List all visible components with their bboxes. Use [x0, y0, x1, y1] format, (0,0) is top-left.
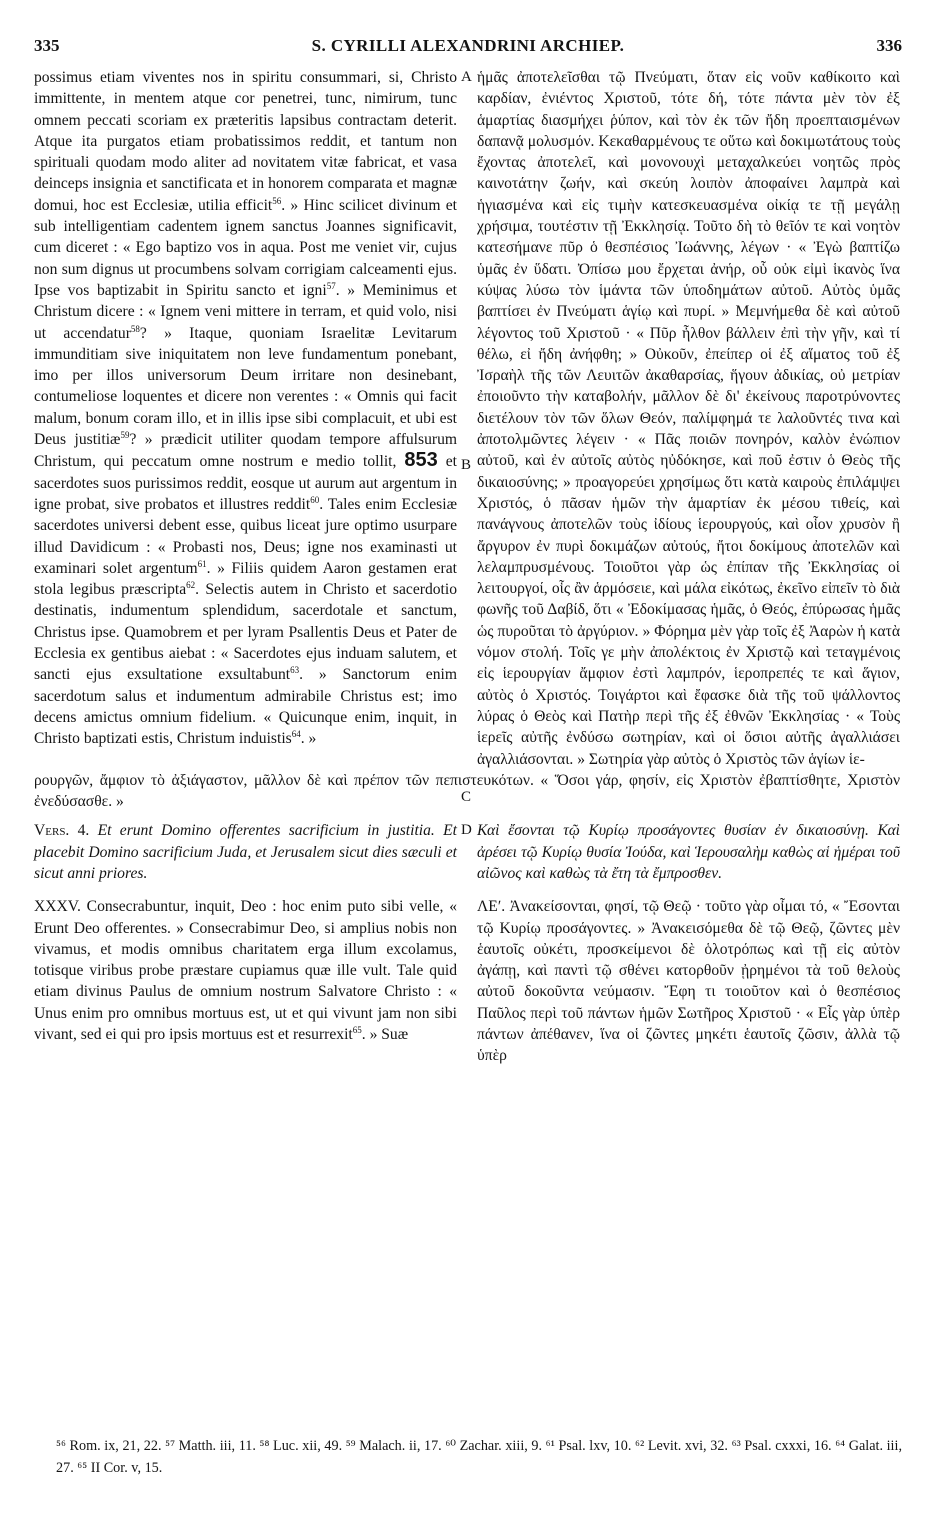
- section-lower: [34, 896, 900, 1066]
- margin-letter-b: B: [461, 457, 472, 473]
- latin-paragraph-1: possimus etiam viventes nos in spiritu consummari, si, Christo immittente, in mentem atque cor penetrei, tunc, nimirum, tunc omnem peccati scoriam ex præteritis lapsibus contractam deterit. Atque ita purgatos etiam probatissimos reddit, et tantum non spirituali quodam modo aliter ad novitatem vitæ fabricat, et vasa deinceps insignia et sanctificata et in honorem comparata et magnæ domui, hoc est Ecclesiæ, utilia efficit$^{56}$. » Hinc scilicet divinum et sub intelligentiam cadentem ignem sanctus Joannes significavit, cum diceret : « Ego baptizo vos in aqua. Post me veniet vir, cujus non sum dignus ut procumbens solvam corrigiam calceamenti ejus. Ipse vos baptizabit in Spiritu sancto et igni$^{57}$. » Meminimus et Christum dicere : « Ignem veni mittere in terram, et quid volo, nisi ut accendatur$^{58}$? » Itaque, quoniam Israelitæ Levitarum immunditiam sive iniquitatem non leve fundamentum ponebant, imo per illos universorum Deum irritare non desinebant, contumeliose loquentes et dicere non verentes : « Omnis qui facit malum, bonum coram illo, et in illis ipse sibi complacuit, et ubi est Deus justitiæ$^{59}$? » prædicit utiliter quodam tempore affulsurum Christum, qui peccatum omne nostrum e medio tollit, 853 et sacerdotes suos purissimos reddit, eosque ut aurum aut argentum in igne probat, sive probatos et illustres reddit$^{60}$. Tales enim Ecclesiæ sacerdotes universi debent esse, quibus liceat jure optimo usurpare illud Davidicum : « Probasti nos, Deus; igne nos examinasti ut examinari solet argentum$^{61}$. » Filiis quidem Aaron gestamen erat stola legibus præscripta$^{62}$. Selectis autem in Christo et sacerdotio destinatis, indumentum splendidum, sacerdotale et sanctum, Christus ipse. Quamobrem et per lyram Psallentis Deus et Pater de Ecclesia ex gentibus aiebat : « Sacerdotes ejus induam salutem, et sancti ejus exsultatione exsultabunt$^{63}$. » Sanctorum enim sacerdotum salus et indumentum admirabile Christus est; imo decens amictus omnium fidelium. « Quicunque enim, inquit, in Christo baptizati estis, Christum induistis$^{64}$. »: [34, 69, 458, 748]
- verse-latin: [34, 820, 457, 884]
- greek-paragraph-2: ΛΕʹ. Ἀνακείσονται, φησί, τῷ Θεῷ · τοῦτο γὰρ οἶμαι τό, « Ἔσονται τῷ Κυρίῳ προσάγοντες. » Ἀνακεισόμεθα δὲ τῷ Θεῷ, ζῶντες μὲν ἑαυτοῖς οὐκέτι, προσκείμενοι δὲ ὁλοτρόπως καὶ τῇ εἰς αὐτὸν ἀγάπῃ, καὶ παντὶ τῷ σθένει κατορθοῦν ᾐρημένοι τὰ τοῦ θελοὺς αὐτοῦ δοκοῦντα νεύμασιν. Ἔφη τι τοιοῦτον καὶ ὁ θεσπέσιος Παῦλος περὶ τοῦ πάντων ἡμῶν Σωτῆρος Χριστοῦ · « Εἷς γὰρ ὑπὲρ πάντων ἀπέθανεν, ἵνα οἱ ζῶντες μηκέτι ἑαυτοῖς ζῶσιν, ἀλλὰ τῷ ὑπὲρ: [477, 898, 900, 1065]
- verse-latin-text: Et erunt Domino offerentes sacrificium in justitia. Et placebit Domino sacrificium Juda, et Jerusalem sicut dies sæculi et sicut anni priores.: [34, 822, 457, 882]
- page-header: [34, 36, 902, 62]
- latin-column: [34, 67, 457, 750]
- margin-letter-a: A: [461, 69, 472, 85]
- page-number-left: 335: [34, 36, 60, 55]
- page-number-right: 336: [876, 36, 902, 55]
- section-verse: [34, 820, 900, 884]
- footnotes: ⁵⁶ Rom. ix, 21, 22. ⁵⁷ Matth. iii, 11. ⁵⁸ Luc. xii, 49. ⁵⁹ Malach. ii, 17. ⁶⁰ Zachar. xiii, 9. ⁶¹ Psal. lxv, 10. ⁶² Levit. xvi, 32. ⁶³ Psal. cxxxi, 16. ⁶⁴ Galat. iii, 27. ⁶⁵ II Cor. v, 15.: [56, 1438, 902, 1476]
- greek-spanning-line: ρουργῶν, ἄμφιον τὸ ἀξιάγαστον, μᾶλλον δὲ καὶ πρέπον τῶν πεπιστευκότων. « Ὅσοι γάρ, φησίν, εἰς Χριστὸν ἐβαπτίσθητε, Χριστὸν ἐνεδύσασθε. »: [34, 771, 900, 811]
- column-number: 853: [404, 449, 438, 472]
- latin-paragraph-2: XXXV. Consecrabuntur, inquit, Deo : hoc enim puto sibi velle, « Erunt Deo offerentes. » Consecrabimur Deo, si amplius nobis non vivamus, et modis omnibus charitatem erga illum excolamus, totisque viribus probe præstare cupiamus quæ ille vult. Tale quid etiam divinus Paulus de omnium nostrum Salvatore Christo : « Unus enim pro omnibus mortuus est, ut et qui vivunt jam non sibi vivant, sed ei qui pro ipsis mortuus est et resurrexit$^{65}$. » Suæ: [34, 898, 457, 1044]
- verse-greek: [477, 820, 900, 884]
- page-body: [34, 67, 900, 1067]
- verse-label: Vers. 4.: [34, 822, 90, 840]
- greek-paragraph-1: ἡμᾶς ἀποτελεῖσθαι τῷ Πνεύματι, ὅταν εἰς νοῦν καθίκοιτο καὶ καρδίαν, ἐνιέντος Χριστοῦ, τότε δή, τότε πάντα μὲν τὸν ἐξ ἁμαρτίας διασμήχει ῥύπον, καὶ τὸν ἐκ τῶν ἤδη προεπταισμένων δαπανᾷ μολυσμόν. Κεκαθαρμένους τε οὕτω καὶ δοκιμωτάτους τοὺς ἔχοντας ἀποτελεῖ, καὶ μονονουχὶ μεταχαλκεύει νοητῶς πρὸς καινοτάτην ζωήν, καὶ σκεύη λοιπὸν ἀποφαίνει λαμπρὰ καὶ ἡγιασμένα καὶ εἰς τιμὴν κατεσκευασμένα οἰκίᾳ τε τῇ μεγάλῃ χρήσιμα, τουτέστιν τῇ Ἐκκλησίᾳ. Τοῦτο δὴ τὸ θεῖόν τε καὶ νοητὸν κατεσήμανε πῦρ ὁ θεσπέσιος Ἰωάννης, λέγων · « Ἐγὼ βαπτίζω ὑμᾶς ἐν ὕδατι. Ὀπίσω μου ἔρχεται ἀνήρ, οὗ οὐκ εἰμὶ ἱκανὸς ἵνα κύψας λύσω τὸν ἱμάντα τῶν ὑποδημάτων αὐτοῦ. Αὐτὸς ὑμᾶς βαπτίσει ἐν Πνεύματι ἁγίῳ καὶ πυρί. » Μεμνήμεθα δὲ καὶ αὐτοῦ λέγοντος τοῦ Χριστοῦ · « Πῦρ ἦλθον βάλλειν ἐπὶ τὴν γῆν, καὶ τί θέλω, εἰ ἤδη ἀνήφθη; » Οὐκοῦν, ἐπείπερ οἱ ἐξ αἵματος τοῦ ἐξ Ἰσραὴλ τῆς τῶν Λευιτῶν ἀκαθαρσίας, ἥγουν ἀδικίας, οὐ μετρίαν ἐποιοῦντο τὴν καταβολήν, μᾶλλον δὲ δι' ἐκείνους παροτρύνοντες διετέλουν τὸν τῶν ὅλων Θεόν, παλίμφημά τε λαλοῦντές τινα καὶ ἀποτολμῶντες λέγειν · « Πᾶς ποιῶν πονηρόν, καλὸν ἐνώπιον αὐτοῦ, καὶ ἐν αὐτοῖς αὐτὸς ηὐδόκησε, καὶ ποῦ ἐστιν ὁ Θεὸς τῆς δικαιοσύνης; » προαγορεύει χρησίμως ὅτι κατὰ καιροὺς ἐπιλάμψει Χριστός, ὁ πᾶσαν ἡμῶν τὴν ἁμαρτίαν ἐκ μέσου τιθείς, καὶ πανάγνους ἀποτελῶν τοὺς ἰδίους ἱερουργούς, καὶ οἷον χρυσὸν ἢ ἄργυρον ἐν πυρὶ δοκιμάζων αὐτούς, ἤτοι δοκίμους ἀποτελῶν καὶ λελαμπρυσμένους. Τοιοῦτοι γὰρ ὡς ἐπίπαν τῆς Ἐκκλησίας οἱ λειτουργοί, οἷς ἂν ἁρμόσειε, καὶ μάλα εἰκότως, ἐκεῖνο εἰπεῖν τὸ διὰ φωνῆς τοῦ Δαβίδ, ὅτι « Ἐδοκίμασας ἡμᾶς, ὁ Θεός, ἐπύρωσας ἡμᾶς ὡς πυροῦται τὸ ἀργύριον. » Φόρημα μὲν γὰρ τοῖς ἐξ Ἀαρὼν ἡ κατὰ νόμον στολή. Τοῖς γε μὴν ἀπολέκτοις ἐν Χριστῷ καὶ τεταγμένοις εἰς ἱερουργίαν ἄμφιον ἐστὶ λαμπρόν, ἱεροπρεπές τε καὶ ἅγιον, αὐτὸς ὁ Χριστός. Τοιγάρτοι καὶ ἔφασκε διὰ τῆς τοῦ ψάλλοντος λύρας ὁ Θεὸς καὶ Πατὴρ περὶ τῆς ἐξ ἐθνῶν Ἐκκλησίας · « Τοὺς ἱερεῖς αὐτῆς ἐνδύσω σωτηρίαν, καὶ οἱ ὅσιοι αὐτῆς ἀγαλλιάσει ἀγαλλιάσονται. » Σωτηρία γὰρ αὐτὸς ὁ Χριστὸς τῶν ἁγίων ἱε-: [477, 69, 900, 768]
- margin-letter-d: D: [461, 822, 472, 839]
- running-title: S. CYRILLI ALEXANDRINI ARCHIEP.: [311, 36, 625, 55]
- verse-greek-text: Καὶ ἔσονται τῷ Κυρίῳ προσάγοντες θυσίαν ἐν δικαιοσύνῃ. Καὶ ἀρέσει τῷ Κυρίῳ θυσία Ἰούδα, καὶ Ἱερουσαλὴμ καθὼς αἱ ἡμέραι τοῦ αἰῶνος καὶ καθὼς τὰ ἔτη τὰ ἔμπροσθεν.: [477, 822, 900, 882]
- greek-column: [477, 67, 900, 770]
- margin-letter-c: C: [461, 789, 472, 805]
- latin-column-2: [34, 896, 457, 1045]
- greek-column-2: [477, 896, 900, 1066]
